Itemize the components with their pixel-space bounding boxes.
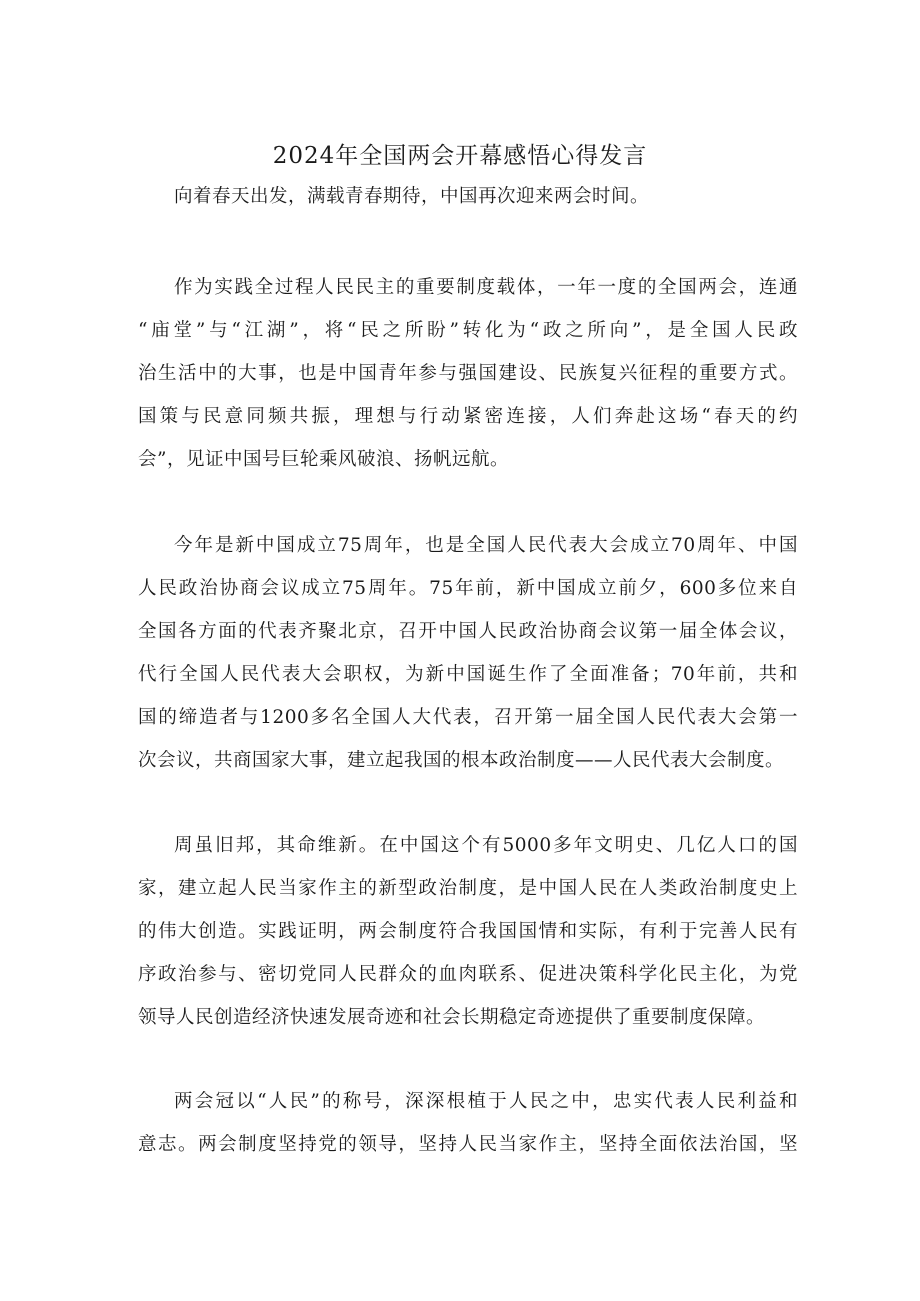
- paragraph-line: 国策与民意同频共振，理想与行动紧密连接，人们奔赴这场“春天的约: [138, 406, 798, 427]
- paragraph-4: [138, 824, 798, 1039]
- paragraph-line: 的伟大创造。实践证明，两会制度符合我国国情和实际，有利于完善人民有: [138, 921, 798, 942]
- paragraph-line: 会”，见证中国号巨轮乘风破浪、扬帆远航。: [138, 449, 509, 470]
- paragraph-line: 治生活中的大事，也是中国青年参与强国建设、民族复兴征程的重要方式。: [138, 363, 798, 384]
- paragraph-line: 序政治参与、密切党同人民群众的血肉联系、促进决策科学化民主化，为党: [138, 964, 798, 985]
- paragraph-line: 代行全国人民代表大会职权，为新中国诞生作了全面准备；70年前，共和: [138, 664, 798, 685]
- paragraph-3: [138, 524, 798, 782]
- paragraph-line: 全国各方面的代表齐聚北京，召开中国人民政治协商会议第一届全体会议，: [138, 621, 798, 642]
- paragraph-line: 国的缔造者与1200多名全国人大代表，召开第一届全国人民代表大会第一: [138, 707, 798, 728]
- paragraph-line: 次会议，共商国家大事，建立起我国的根本政治制度——人民代表大会制度。: [138, 750, 785, 771]
- document-title: 2024年全国两会开幕感悟心得发言: [272, 143, 648, 169]
- paragraph-line: 周虽旧邦，其命维新。在中国这个有5000多年文明史、几亿人口的国: [174, 835, 798, 856]
- paragraph-5: [138, 1080, 798, 1166]
- paragraph-line: 家，建立起人民当家作主的新型政治制度，是中国人民在人类政治制度史上: [138, 878, 798, 899]
- paragraph-line: 今年是新中国成立75周年，也是全国人民代表大会成立70周年、中国: [174, 535, 798, 556]
- paragraph-line: 作为实践全过程人民民主的重要制度载体，一年一度的全国两会，连通: [174, 277, 798, 298]
- paragraph-line: 意志。两会制度坚持党的领导，坚持人民当家作主，坚持全面依法治国，坚: [138, 1134, 798, 1155]
- paragraph-line: 向着春天出发，满载青春期待，中国再次迎来两会时间。: [174, 186, 650, 207]
- paragraph-line: 人民政治协商会议成立75周年。75年前，新中国成立前夕，600多位来自: [138, 578, 798, 599]
- paragraph-line: 两会冠以“人民”的称号，深深根植于人民之中，忠实代表人民利益和: [174, 1091, 798, 1112]
- paragraph-line: 领导人民创造经济快速发展奇迹和社会长期稳定奇迹提供了重要制度保障。: [138, 1007, 766, 1028]
- paragraph-line: “庙堂”与“江湖”，将“民之所盼”转化为“政之所向”，是全国人民政: [138, 320, 798, 341]
- paragraph-2: [138, 266, 798, 481]
- paragraph-1: [138, 175, 798, 218]
